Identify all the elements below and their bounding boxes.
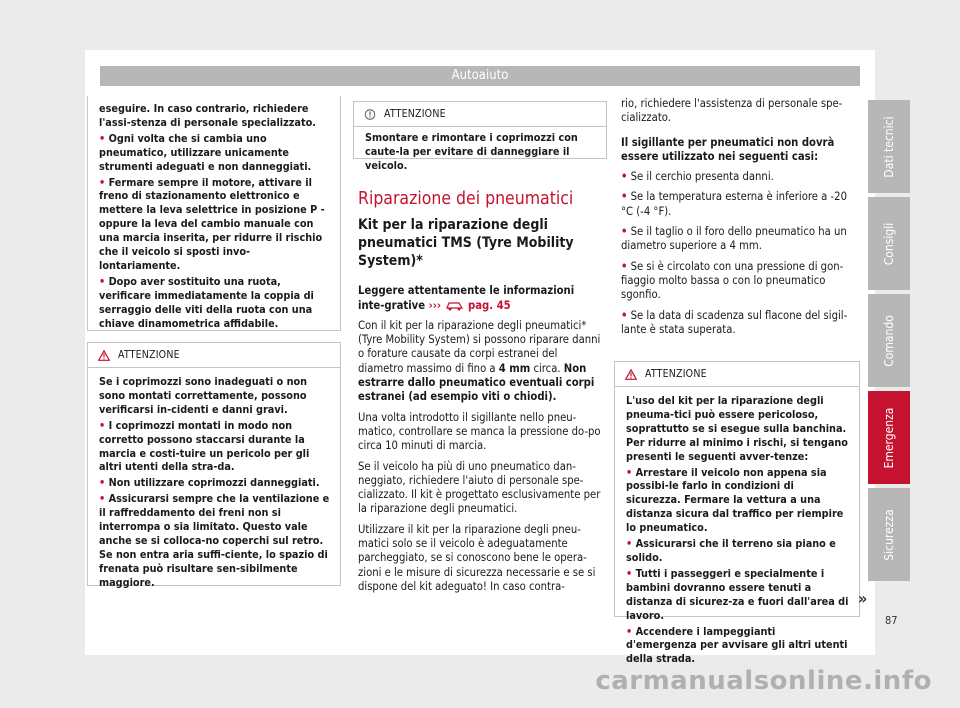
section-subtitle: Kit per la riparazione degli pneumatici TMS (Tyre Mobility System)* [358,217,574,270]
tab-comando[interactable]: Comando [868,294,910,387]
right-warning-box [614,361,860,666]
list-item: • Tutti i passeggeri e specialmente i bambini dovranno essere tenuti a distanza di sicurez-za e fuori dall'area di lavoro. [626,566,849,622]
warning-header [615,362,859,387]
tab-sicurezza[interactable]: Sicurezza [868,488,910,581]
paragraph: Se il veicolo ha più di uno pneumatico dan-neggiato, richiedere l'aiuto di personale spe-cializzato. Il kit è progettato esclusivamente per la riparazione degli pneumatici. [358,459,601,516]
left-box-intro: eseguire. In caso contrario, richiedere l'assi-stenza di personale specializzato. [99,102,316,129]
list-item: • Accendere i lampeggianti d'emergenza per avvisare gli altri utenti della strada. [626,624,848,666]
warning-intro: L'uso del kit per la riparazione degli pneuma-tici può essere pericoloso, soprattutto se si esegue sulla banchina. Per ridurre al minimo i rischi, si tengano presenti le seguenti avver-tenze: [626,394,848,463]
cross-reference-arrows[interactable]: ››› [428,298,442,312]
paragraph: Con il kit per la riparazione degli pneumatici* (Tyre Mobility System) si possono riparare danni o forature causate da corpi estranei del diametro massimo di fino a 4 mm circa. Non estrarre dallo pneumatico eventuali corpi estranei (ad esempio viti o chiodi). [358,318,601,404]
continue-mark: » [858,589,868,608]
left-continued-box [87,96,341,331]
list-item: • Arrestare il veicolo non appena sia possibi-le farlo in condizioni di sicurezza. Fermare la vettura a una distanza sicura dal traffico per riempire lo pneumatico. [626,465,844,535]
warning-header [88,343,340,368]
list-item: • Se si è circolato con una pressione di gon-fiaggio molto bassa o con lo pneumatico sgonfio. [621,259,844,302]
left-warning-box [87,342,341,589]
warning-title: ATTENZIONE [118,349,180,361]
tab-consigli[interactable]: Consigli [868,197,910,290]
car-book-icon [445,299,465,311]
list-item: • Se la temperatura esterna è inferiore a -20 °C (-4 °F). [621,190,847,218]
warning-header [354,102,606,127]
list-item: • Assicurarsi che il terreno sia piano e solido. [626,537,836,564]
middle-column [358,189,604,600]
section-title: Riparazione dei pneumatici [358,189,574,209]
list-item: • Ogni volta che si cambia uno pneumatico, utilizzare unicamente strumenti adeguati e non danneggiati. [99,131,312,173]
list-item: • Fermare sempre il motore, attivare il freno di stazionamento elettronico e mettere la leva selettrice in posizione P -oppure la leva del cambio manuale con una marcia inserita, per ridurre il rischio che il veicolo si sposti invo-lontariamente. [99,175,325,272]
watermark: carmanualsonline.info [595,666,932,696]
warning-title: ATTENZIONE [645,368,707,380]
paragraph: rio, richiedere l'assistenza di personale spe-cializzato. [621,97,843,125]
list-item: • I coprimozzi montati in modo non corretto possono staccarsi durante la marcia e costi-tuire un pericolo per gli altri utenti della stra-da. [99,418,310,474]
warning-intro: Se i coprimozzi sono inadeguati o non sono montati correttamente, possono verificarsi in-cidenti e danni gravi. [99,375,308,416]
page-reference-link[interactable]: pag. 45 [468,298,511,312]
paragraph: Utilizzare il kit per la riparazione degli pneu-matici solo se il veicolo è adeguatamente parcheggiato, se si conoscono bene le opera-zioni e le misure di sicurezza necessarie e se si dispone del kit adeguato! In caso contra- [358,522,596,593]
tab-dati-tecnici[interactable]: Dati tecnici [868,100,910,193]
paragraph-heading: Il sigillante per pneumatici non dovrà essere utilizzato nei seguenti casi: [621,135,835,163]
list-item: • Non utilizzare coprimozzi danneggiati. [99,476,320,490]
warning-triangle-icon [98,350,110,361]
list-item: • Dopo aver sostituito una ruota, verificare immediatamente la coppia di serraggio delle viti della ruota con una chiave dinamometrica affidabile. [99,274,314,330]
warning-title: ATTENZIONE [384,108,446,120]
list-item: • Se il cerchio presenta danni. [621,170,774,184]
page-header: Autoaiuto [100,66,860,86]
list-item: • Se la data di scadenza sul flacone del sigil-lante è stata superata. [621,308,848,336]
mid-warning-box [353,101,607,172]
tab-emergenza[interactable]: Emergenza [868,391,910,484]
right-column [621,97,859,343]
list-item: • Assicurarsi sempre che la ventilazione e il raffreddamento dei freni non si interrompa o sia limitato. Questo vale anche se si colloca-no coperchi sul retro. Se non entra aria suffi-ciente, lo spazio di frenata può risultare sen-sibilmente maggiore. [99,492,330,589]
paragraph: Una volta introdotto il sigillante nello pneu-matico, controllare se manca la pressione do-po circa 10 minuti di marcia. [358,410,601,453]
page-number: 87 [885,614,898,627]
warning-triangle-icon [625,369,637,380]
read-note: Leggere attentamente le informazioni inte-grative ››› pag. 45 [358,284,575,312]
list-item: • Se il taglio o il foro dello pneumatico ha un diametro superiore a 4 mm. [621,225,847,253]
info-circle-icon [364,109,376,120]
warning-text: Smontare e rimontare i coprimozzi con caute-la per evitare di danneggiare il veicolo. [365,131,578,172]
